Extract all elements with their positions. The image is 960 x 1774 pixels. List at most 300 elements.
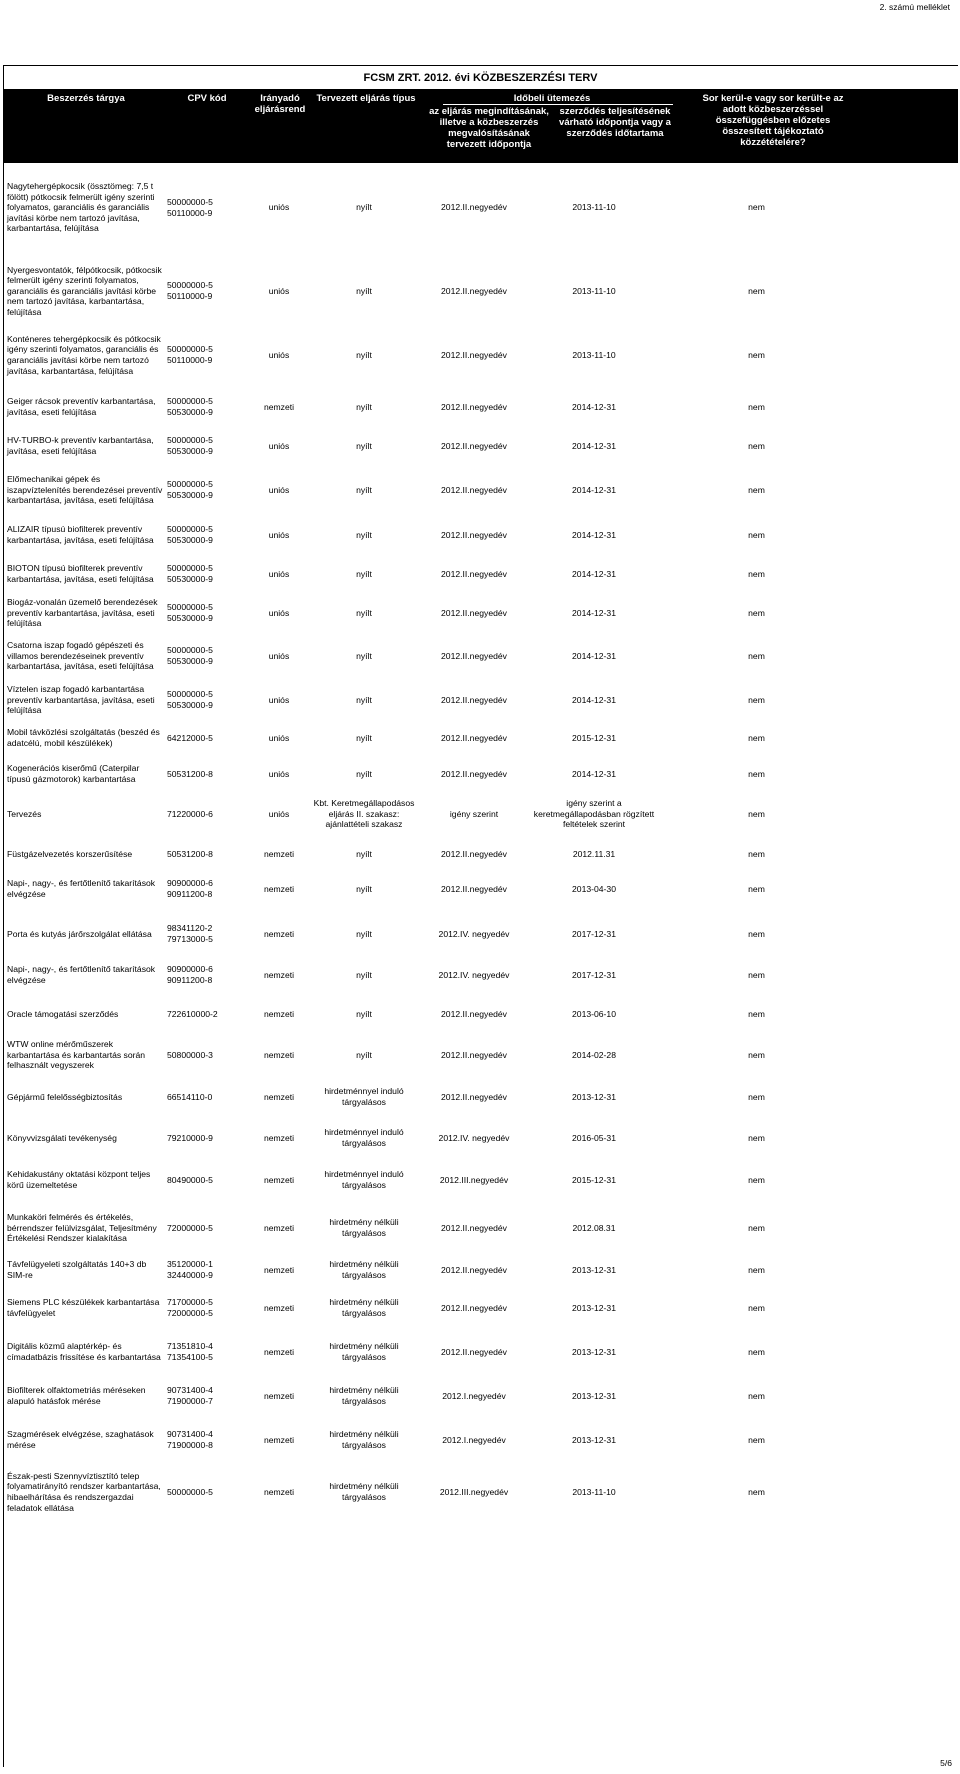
row-start-text: 2012.II.negyedév xyxy=(441,568,507,579)
table-row xyxy=(3,1253,958,1287)
row-start xyxy=(419,1467,529,1517)
row-publication xyxy=(659,1035,854,1075)
row-subject xyxy=(7,1082,165,1112)
table-header xyxy=(3,89,958,163)
table-row xyxy=(3,841,958,867)
row-procedure-type-text: nyílt xyxy=(356,484,372,495)
row-cpv xyxy=(167,958,247,992)
row-publication xyxy=(659,1253,854,1287)
row-procedure-type xyxy=(309,516,419,554)
row-start-text: 2012.IV. negyedév xyxy=(438,1132,510,1143)
row-end-text: 2013-12-31 xyxy=(572,1302,616,1313)
row-procedure-type-text: nyílt xyxy=(356,568,372,579)
row-publication-text: nem xyxy=(748,349,765,360)
row-regime xyxy=(249,1425,309,1455)
row-procedure-type-text: nyílt xyxy=(356,349,372,360)
row-subject xyxy=(7,388,165,426)
row-procedure-type xyxy=(309,466,419,514)
row-cpv-text: 90900000-6 90911200-8 xyxy=(167,964,213,985)
row-publication-text: nem xyxy=(748,1486,765,1497)
row-publication xyxy=(659,516,854,554)
table-row xyxy=(3,1425,958,1455)
row-publication xyxy=(659,466,854,514)
row-start xyxy=(419,723,529,753)
row-end-text: 2014-12-31 xyxy=(572,607,616,618)
row-subject xyxy=(7,594,165,632)
row-subject-text: Oracle támogatási szerződés xyxy=(7,1008,119,1019)
row-cpv xyxy=(167,795,247,833)
row-cpv-text: 98341120-2 79713000-5 xyxy=(167,923,213,944)
row-cpv-text: 50800000-3 xyxy=(167,1049,213,1060)
row-subject-text: Geiger rácsok preventív karbantartása, javítása, eseti felújítása xyxy=(7,396,156,417)
row-cpv xyxy=(167,917,247,951)
row-procedure-type-text: Kbt. Keretmegállapodásos eljárás II. szakasz: ajánlattételi szakasz xyxy=(313,798,415,830)
row-end-text: 2014-12-31 xyxy=(572,484,616,495)
row-cpv-text: 50000000-5 50110000-9 xyxy=(167,344,213,365)
row-cpv-text: 64212000-5 xyxy=(167,732,213,743)
row-cpv xyxy=(167,723,247,753)
row-publication xyxy=(659,633,854,679)
row-subject xyxy=(7,260,165,322)
row-publication-text: nem xyxy=(748,1390,765,1401)
row-procedure-type xyxy=(309,1467,419,1517)
row-cpv-text: 50000000-5 xyxy=(167,1486,213,1497)
row-regime-text: nemzeti xyxy=(263,1091,295,1102)
row-publication-text: nem xyxy=(748,1132,765,1143)
row-procedure-type xyxy=(309,872,419,906)
row-regime xyxy=(249,170,309,245)
row-subject xyxy=(7,427,165,465)
row-regime-text: nemzeti xyxy=(263,1008,295,1019)
row-end xyxy=(529,723,659,753)
row-start-text: 2012.II.negyedév xyxy=(441,607,507,618)
row-cpv xyxy=(167,1165,247,1195)
row-cpv xyxy=(167,170,247,245)
row-regime xyxy=(249,872,309,906)
row-regime-text: uniós xyxy=(268,650,290,661)
row-procedure-type xyxy=(309,388,419,426)
row-procedure-type xyxy=(309,427,419,465)
row-start-text: 2012.III.negyedév xyxy=(439,1486,509,1497)
row-regime xyxy=(249,723,309,753)
row-regime-text: uniós xyxy=(268,808,290,819)
row-end-text: 2012.08.31 xyxy=(572,1222,616,1233)
table-row xyxy=(3,516,958,554)
row-publication xyxy=(659,1381,854,1411)
row-start xyxy=(419,757,529,791)
row-subject xyxy=(7,516,165,554)
row-cpv-text: 50000000-5 50530000-9 xyxy=(167,396,213,417)
row-publication-text: nem xyxy=(748,440,765,451)
row-procedure-type xyxy=(309,170,419,245)
row-publication-text: nem xyxy=(748,1049,765,1060)
row-start xyxy=(419,917,529,951)
row-subject xyxy=(7,872,165,906)
row-publication xyxy=(659,325,854,385)
row-cpv xyxy=(167,1082,247,1112)
row-subject xyxy=(7,1381,165,1411)
row-subject xyxy=(7,1035,165,1075)
row-regime xyxy=(249,633,309,679)
row-end-text: 2014-12-31 xyxy=(572,694,616,705)
row-subject xyxy=(7,633,165,679)
row-procedure-type xyxy=(309,757,419,791)
row-start-text: 2012.II.negyedév xyxy=(441,484,507,495)
row-publication xyxy=(659,1335,854,1369)
row-procedure-type-text: nyílt xyxy=(356,928,372,939)
row-end xyxy=(529,1425,659,1455)
row-procedure-type-text: nyílt xyxy=(356,440,372,451)
row-regime-text: nemzeti xyxy=(263,1264,295,1275)
page-title: FCSM ZRT. 2012. évi KÖZBESZERZÉSI TERV xyxy=(3,65,958,90)
row-start xyxy=(419,1253,529,1287)
row-start xyxy=(419,795,529,833)
table-row xyxy=(3,1035,958,1075)
row-cpv-text: 50531200-8 xyxy=(167,768,213,779)
row-end-text: 2014-12-31 xyxy=(572,650,616,661)
row-procedure-type-text: hirdetmény nélküli tárgyalásos xyxy=(329,1259,399,1280)
row-cpv xyxy=(167,1425,247,1455)
row-publication xyxy=(659,388,854,426)
row-procedure-type-text: hirdetmény nélküli tárgyalásos xyxy=(329,1481,399,1502)
row-start-text: 2012.II.negyedév xyxy=(441,1008,507,1019)
row-procedure-type-text: hirdetmény nélküli tárgyalásos xyxy=(329,1429,399,1450)
page-number: 5/6 xyxy=(940,1758,952,1768)
row-end xyxy=(529,1001,659,1027)
row-subject-text: Kogenerációs kiserőmű (Caterpilar típusú gázmotorok) karbantartása xyxy=(7,763,140,784)
row-procedure-type xyxy=(309,1335,419,1369)
row-start-text: 2012.II.negyedév xyxy=(441,1091,507,1102)
row-procedure-type xyxy=(309,841,419,867)
row-procedure-type-text: nyílt xyxy=(356,202,372,213)
row-cpv-text: 35120000-1 32440000-9 xyxy=(167,1259,213,1280)
row-procedure-type-text: nyílt xyxy=(356,848,372,859)
row-end-text: 2013-11-10 xyxy=(572,202,616,213)
row-cpv xyxy=(167,872,247,906)
header-procedure-type: Tervezett eljárás típus xyxy=(316,93,416,104)
row-end xyxy=(529,1208,659,1248)
row-subject-text: Biofilterek olfaktometriás méréseken alapuló hatásfok mérése xyxy=(7,1385,146,1406)
row-start-text: igény szerint xyxy=(449,808,499,819)
row-cpv xyxy=(167,1293,247,1323)
row-start-text: 2012.II.negyedév xyxy=(441,650,507,661)
row-regime xyxy=(249,1335,309,1369)
row-subject xyxy=(7,795,165,833)
row-end-text: 2014-12-31 xyxy=(572,529,616,540)
row-end-text: igény szerint a keretmegállapodásban rögzített feltételek szerint xyxy=(533,798,655,830)
row-end xyxy=(529,1035,659,1075)
row-end xyxy=(529,427,659,465)
row-subject-text: Csatorna iszap fogadó gépészeti és villamos berendezéseinek preventív karbantartása, javítása, eseti felújítása xyxy=(7,640,154,672)
row-procedure-type-text: nyílt xyxy=(356,969,372,980)
row-cpv xyxy=(167,1335,247,1369)
row-regime-text: uniós xyxy=(268,568,290,579)
row-procedure-type xyxy=(309,1123,419,1153)
row-publication xyxy=(659,260,854,322)
row-procedure-type xyxy=(309,1082,419,1112)
row-procedure-type-text: nyílt xyxy=(356,529,372,540)
row-end-text: 2015-12-31 xyxy=(572,1174,616,1185)
row-subject-text: Gépjármű felelősségbiztosítás xyxy=(7,1091,123,1102)
row-start-text: 2012.I.negyedév xyxy=(442,1390,506,1401)
row-publication-text: nem xyxy=(748,969,765,980)
row-subject-text: Víztelen iszap fogadó karbantartása preventív karbantartása, javítása, eseti felújítása xyxy=(7,684,155,716)
row-cpv-text: 90731400-4 71900000-8 xyxy=(167,1429,213,1450)
row-cpv-text: 66514110-0 xyxy=(167,1091,213,1102)
row-end xyxy=(529,1467,659,1517)
row-procedure-type xyxy=(309,325,419,385)
row-publication xyxy=(659,872,854,906)
row-subject-text: Észak-pesti Szennyvíztisztító telep folyamatirányító rendszer karbantartása, hibaelhárítása és rendszergazdai feladatok ellátása xyxy=(7,1470,161,1513)
row-end-text: 2016-05-31 xyxy=(572,1132,616,1143)
row-start xyxy=(419,427,529,465)
table-row xyxy=(3,757,958,791)
row-procedure-type-text: nyílt xyxy=(356,768,372,779)
row-start xyxy=(419,170,529,245)
row-procedure-type-text: hirdetmény nélküli tárgyalásos xyxy=(329,1217,399,1238)
row-cpv-text: 90731400-4 71900000-7 xyxy=(167,1385,213,1406)
row-subject xyxy=(7,917,165,951)
row-subject-text: Könyvvizsgálati tevékenység xyxy=(7,1132,117,1143)
row-regime xyxy=(249,681,309,719)
row-regime-text: nemzeti xyxy=(263,883,295,894)
row-start-text: 2012.II.negyedév xyxy=(441,202,507,213)
row-publication-text: nem xyxy=(748,529,765,540)
row-start xyxy=(419,516,529,554)
row-end-text: 2013-06-10 xyxy=(572,1008,616,1019)
row-publication xyxy=(659,1208,854,1248)
row-publication-text: nem xyxy=(748,883,765,894)
row-start-text: 2012.II.negyedév xyxy=(441,1302,507,1313)
row-publication-text: nem xyxy=(748,1174,765,1185)
row-cpv-text: 50000000-5 50530000-9 xyxy=(167,563,213,584)
row-cpv-text: 722610000-2 xyxy=(167,1008,218,1019)
row-start xyxy=(419,841,529,867)
table-row xyxy=(3,1082,958,1112)
row-publication-text: nem xyxy=(748,607,765,618)
table-row xyxy=(3,795,958,833)
row-regime xyxy=(249,958,309,992)
row-regime xyxy=(249,1082,309,1112)
row-subject-text: Tervezés xyxy=(7,808,42,819)
row-subject-text: Porta és kutyás járőrszolgálat ellátása xyxy=(7,928,152,939)
row-end xyxy=(529,170,659,245)
table-row xyxy=(3,1208,958,1248)
row-start-text: 2012.II.negyedév xyxy=(441,1049,507,1060)
row-cpv-text: 80490000-5 xyxy=(167,1174,213,1185)
row-publication-text: nem xyxy=(748,202,765,213)
row-cpv xyxy=(167,633,247,679)
row-start xyxy=(419,1001,529,1027)
row-end xyxy=(529,917,659,951)
row-subject xyxy=(7,170,165,245)
row-end-text: 2017-12-31 xyxy=(572,969,616,980)
header-regime: Irányadó eljárásrend xyxy=(254,93,306,115)
row-publication-text: nem xyxy=(748,848,765,859)
row-subject xyxy=(7,555,165,593)
table-row xyxy=(3,594,958,632)
row-publication xyxy=(659,723,854,753)
row-procedure-type xyxy=(309,1253,419,1287)
table-row xyxy=(3,427,958,465)
row-regime-text: uniós xyxy=(268,440,290,451)
row-regime-text: nemzeti xyxy=(263,848,295,859)
row-end xyxy=(529,795,659,833)
row-publication-text: nem xyxy=(748,568,765,579)
row-subject xyxy=(7,1253,165,1287)
row-procedure-type-text: nyílt xyxy=(356,694,372,705)
row-subject xyxy=(7,1165,165,1195)
row-start xyxy=(419,1381,529,1411)
row-procedure-type-text: nyílt xyxy=(356,401,372,412)
row-start xyxy=(419,872,529,906)
row-start-text: 2012.II.negyedév xyxy=(441,694,507,705)
row-start-text: 2012.II.negyedév xyxy=(441,732,507,743)
row-start-text: 2012.III.negyedév xyxy=(439,1174,509,1185)
row-subject xyxy=(7,1293,165,1323)
row-procedure-type xyxy=(309,917,419,951)
row-cpv xyxy=(167,260,247,322)
row-cpv-text: 50000000-5 50110000-9 xyxy=(167,196,213,218)
row-cpv xyxy=(167,388,247,426)
row-cpv-text: 71351810-4 71354100-5 xyxy=(167,1341,213,1362)
row-start xyxy=(419,325,529,385)
row-regime xyxy=(249,260,309,322)
row-end xyxy=(529,841,659,867)
row-publication xyxy=(659,757,854,791)
row-regime-text: nemzeti xyxy=(263,1390,295,1401)
row-start xyxy=(419,1425,529,1455)
row-subject xyxy=(7,325,165,385)
row-regime-text: nemzeti xyxy=(263,1222,295,1233)
table-row xyxy=(3,1165,958,1195)
row-procedure-type xyxy=(309,958,419,992)
row-start xyxy=(419,633,529,679)
row-end-text: 2014-12-31 xyxy=(572,401,616,412)
row-start-text: 2012.II.negyedév xyxy=(441,440,507,451)
row-end xyxy=(529,681,659,719)
row-start-text: 2012.I.negyedév xyxy=(442,1434,506,1445)
row-cpv xyxy=(167,1467,247,1517)
row-start xyxy=(419,594,529,632)
row-publication xyxy=(659,1425,854,1455)
row-regime xyxy=(249,516,309,554)
row-regime-text: nemzeti xyxy=(263,1302,295,1313)
row-cpv-text: 50531200-8 xyxy=(167,848,213,859)
row-subject xyxy=(7,1425,165,1455)
row-start xyxy=(419,1165,529,1195)
row-cpv-text: 50000000-5 50530000-9 xyxy=(167,645,213,666)
row-end-text: 2014-12-31 xyxy=(572,440,616,451)
row-start xyxy=(419,1335,529,1369)
row-cpv-text: 50000000-5 50530000-9 xyxy=(167,524,213,545)
row-regime xyxy=(249,757,309,791)
row-cpv xyxy=(167,1208,247,1248)
row-procedure-type xyxy=(309,1035,419,1075)
row-subject-text: WTW online mérőműszerek karbantartása és karbantartás során felhasznált vegyszerek xyxy=(7,1039,146,1071)
row-end-text: 2015-12-31 xyxy=(572,732,616,743)
table-row xyxy=(3,388,958,426)
row-regime-text: nemzeti xyxy=(263,1132,295,1143)
row-publication xyxy=(659,917,854,951)
row-end-text: 2013-11-10 xyxy=(572,349,616,360)
row-start xyxy=(419,1123,529,1153)
row-regime-text: uniós xyxy=(268,607,290,618)
row-publication-text: nem xyxy=(748,650,765,661)
row-procedure-type-text: hirdetmény nélküli tárgyalásos xyxy=(329,1385,399,1406)
row-cpv xyxy=(167,757,247,791)
row-publication xyxy=(659,555,854,593)
row-end xyxy=(529,1123,659,1153)
row-subject xyxy=(7,1208,165,1248)
row-publication-text: nem xyxy=(748,694,765,705)
row-procedure-type xyxy=(309,1425,419,1455)
row-publication-text: nem xyxy=(748,401,765,412)
header-end: szerződés teljesítésének várható időpontja vagy a szerződés időtartama xyxy=(559,106,671,139)
row-cpv xyxy=(167,841,247,867)
row-publication xyxy=(659,427,854,465)
row-cpv-text: 50000000-5 50530000-9 xyxy=(167,689,213,710)
row-end-text: 2017-12-31 xyxy=(572,928,616,939)
row-cpv xyxy=(167,1381,247,1411)
row-procedure-type xyxy=(309,633,419,679)
row-subject-text: Mobil távközlési szolgáltatás (beszéd és adatcélú, mobil készülékek) xyxy=(7,727,160,748)
row-end-text: 2013-12-31 xyxy=(572,1390,616,1401)
row-cpv xyxy=(167,1035,247,1075)
row-procedure-type xyxy=(309,555,419,593)
header-divider xyxy=(443,104,673,105)
row-start-text: 2012.II.negyedév xyxy=(441,1222,507,1233)
row-regime xyxy=(249,427,309,465)
row-subject xyxy=(7,1467,165,1517)
row-cpv xyxy=(167,325,247,385)
row-cpv xyxy=(167,427,247,465)
row-cpv-text: 90900000-6 90911200-8 xyxy=(167,878,213,899)
row-procedure-type-text: nyílt xyxy=(356,883,372,894)
row-subject-text: Kehidakustány oktatási központ teljes körű üzemeltetése xyxy=(7,1169,151,1190)
row-regime xyxy=(249,1293,309,1323)
row-regime-text: nemzeti xyxy=(263,1486,295,1497)
row-regime xyxy=(249,1165,309,1195)
row-subject xyxy=(7,1123,165,1153)
row-cpv xyxy=(167,466,247,514)
row-end-text: 2014-12-31 xyxy=(572,568,616,579)
row-subject-text: Napi-, nagy-, és fertőtlenítő takarítások elvégzése xyxy=(7,964,156,985)
row-cpv xyxy=(167,516,247,554)
row-subject-text: ALIZAIR típusú biofilterek preventív karbantartása, javítása, eseti felújítása xyxy=(7,524,154,545)
row-procedure-type xyxy=(309,594,419,632)
row-publication xyxy=(659,1082,854,1112)
row-regime xyxy=(249,1123,309,1153)
table-row xyxy=(3,170,958,245)
table-row xyxy=(3,723,958,753)
row-regime-text: nemzeti xyxy=(263,1174,295,1185)
row-end-text: 2014-12-31 xyxy=(572,768,616,779)
row-publication-text: nem xyxy=(748,1008,765,1019)
row-subject-text: HV-TURBO-k preventív karbantartása, javítása, eseti felújítása xyxy=(7,435,154,456)
table-row xyxy=(3,1335,958,1369)
row-procedure-type xyxy=(309,795,419,833)
row-procedure-type-text: hirdetmény nélküli tárgyalásos xyxy=(329,1341,399,1362)
row-publication xyxy=(659,1467,854,1517)
header-schedule: Időbeli ütemezés xyxy=(513,93,591,104)
row-end xyxy=(529,1335,659,1369)
row-regime xyxy=(249,594,309,632)
row-procedure-type-text: nyílt xyxy=(356,1008,372,1019)
row-end xyxy=(529,1253,659,1287)
table-row xyxy=(3,466,958,514)
row-end-text: 2014-02-28 xyxy=(572,1049,616,1060)
